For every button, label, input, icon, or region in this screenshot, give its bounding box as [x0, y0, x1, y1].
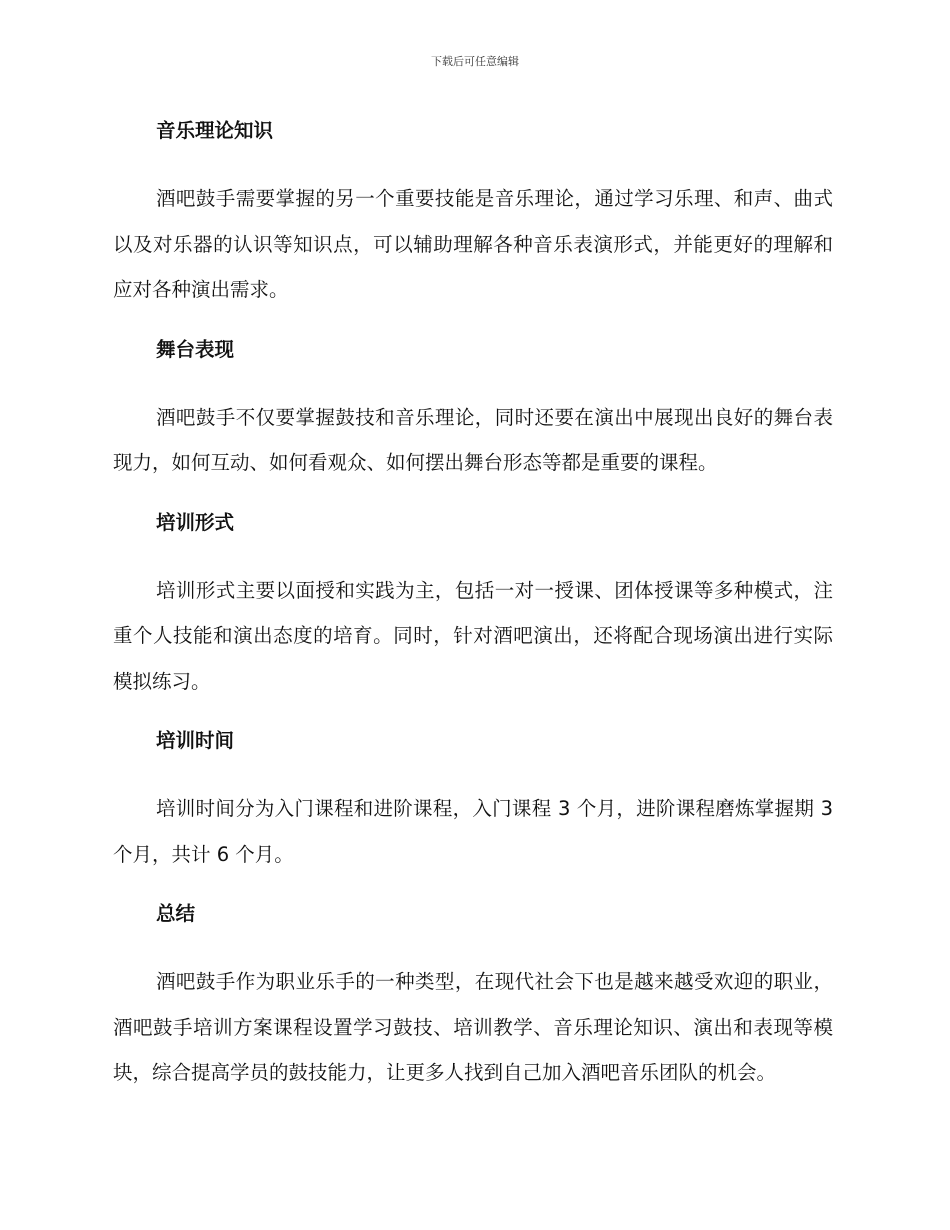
section-paragraph: 酒吧鼓手需要掌握的另一个重要技能是音乐理论，通过学习乐理、和声、曲式以及对乐器的认识等知识点，可以辅助理解各种音乐表演形式，并能更好的理解和应对各种演出需求。 [113, 187, 833, 301]
section-heading: 舞台表现 [156, 337, 235, 361]
document-body [113, 108, 833, 1096]
section-training-format [113, 510, 833, 705]
section-music-theory [113, 118, 833, 313]
section-summary [113, 901, 833, 1096]
section-heading: 培训形式 [156, 510, 235, 534]
section-heading: 总结 [156, 902, 196, 925]
section-training-duration [113, 728, 833, 877]
header-note: 下载后可任意编辑 [431, 55, 519, 68]
section-heading: 培训时间 [156, 729, 235, 752]
section-heading: 音乐理论知识 [156, 119, 274, 142]
section-paragraph: 酒吧鼓手不仅要掌握鼓技和音乐理论，同时还要在演出中展现出良好的舞台表现力，如何互动、如何看观众、如何摆出舞台形态等都是重要的课程。 [113, 405, 833, 474]
section-paragraph: 培训时间分为入门课程和进阶课程，入门课程 3 个月，进阶课程磨炼掌握期 3 个月，共计 6 个月。 [113, 797, 833, 866]
section-paragraph: 培训形式主要以面授和实践为主，包括一对一授课、团体授课等多种模式，注重个人技能和演出态度的培育。同时，针对酒吧演出，还将配合现场演出进行实际模拟练习。 [113, 578, 833, 693]
section-stage-performance [113, 337, 833, 486]
section-paragraph: 酒吧鼓手作为职业乐手的一种类型，在现代社会下也是越来越受欢迎的职业，酒吧鼓手培训方案课程设置学习鼓技、培训教学、音乐理论知识、演出和表现等模块，综合提高学员的鼓技能力，让更多人找到自己加入酒吧音乐团队的机会。 [113, 970, 833, 1084]
